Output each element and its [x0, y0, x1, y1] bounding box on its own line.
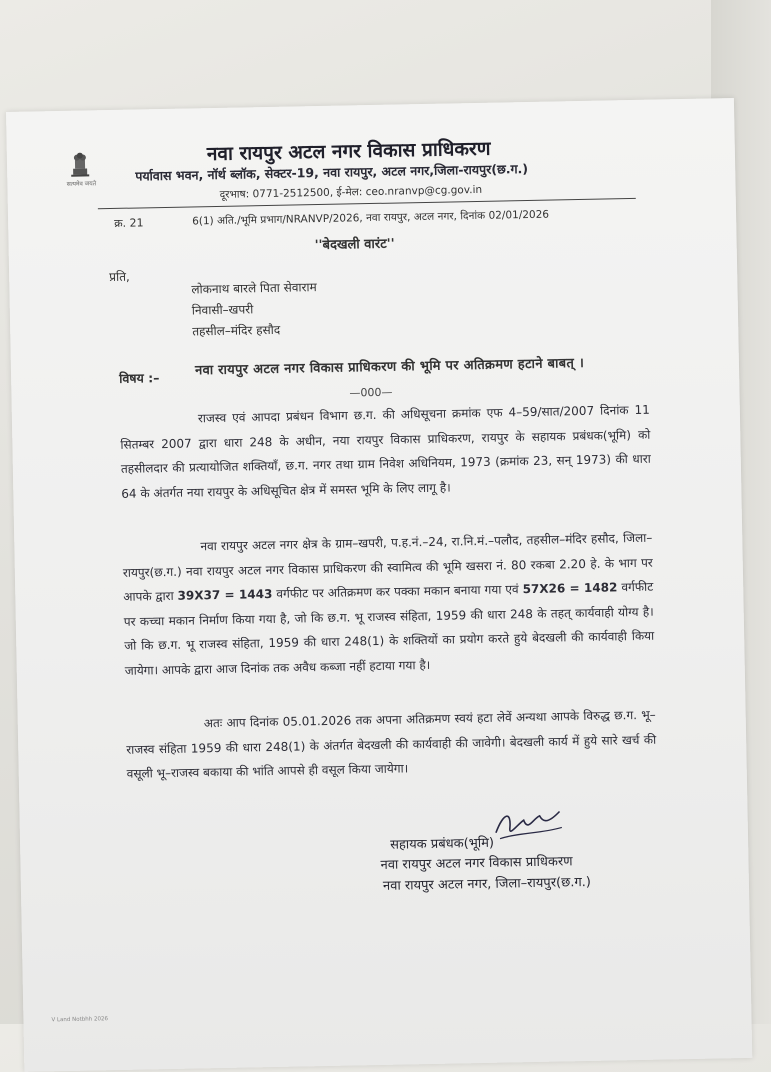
- org-address: पर्यावास भवन, नॉर्थ ब्लॉक, सेक्टर-19, नवा रायपुर, अटल नगर,जिला-रायपुर(छ.ग.): [135, 160, 529, 184]
- to-label: प्रति,: [109, 269, 130, 285]
- org-name-heading: नवा रायपुर अटल नगर विकास प्राधिकरण: [206, 137, 491, 166]
- para1-text: राजस्व एवं आपदा प्रबंधन विभाग छ.ग. की अधिसूचना क्रमांक एफ 4–59/सात/2007 दिनांक 11 सितम्बर 2007 द्वारा धारा 248 के अधीन, नया रायपुर विकास प्राधिकरण, रायपुर के सहायक प्रबंधक(भूमि) को तहसीलदार की प्रत्यायोजित शक्तियाँ, छ.ग. नगर तथा ग्राम निवेश अधिनियम, 1973 (क्रमांक 23, सन् 1973) की धारा 64 के अंतर्गत नया रायपुर के अधिसूचित क्षेत्र में समस्त भूमि के लिए लागू है।: [120, 402, 651, 501]
- document-title: ''बेदखली वारंट'': [314, 236, 395, 254]
- recipient-name: लोकनाथ बारले पिता सेवाराम: [191, 280, 317, 297]
- subject-text: नवा रायपुर अटल नगर विकास प्राधिकरण की भूमि पर अतिक्रमण हटाने बाबत् ।: [194, 355, 585, 379]
- officer-signature: [489, 801, 570, 847]
- footer-file-mark: V Land Notbhh 2026: [51, 1016, 109, 1024]
- signatory-location: नवा रायपुर अटल नगर, जिला–रायपुर(छ.ग.): [382, 874, 592, 894]
- kachcha-area-value: 57X26 = 1482: [522, 580, 618, 597]
- emblem-caption: सत्यमेव जयते: [66, 180, 97, 188]
- recipient-tehsil: तहसील–मंदिर हसौद: [192, 322, 281, 339]
- reference-line: 6(1) अति./भूमि प्रभाग/NRANVP/2026, नवा रायपुर, अटल नगर, दिनांक 02/01/2026: [192, 208, 550, 228]
- header-divider: [98, 198, 636, 209]
- para2-text-c: वर्गफीट पर कच्चा मकान निर्माण किया गया है, जो कि छ.ग. भू राजस्व संहिता, 1959 की धारा 248 के तहत् कार्यवाही योग्य है। जो कि छ.ग. भू राजस्व संहिता, 1959 की धारा 248(1) के शक्तियों का प्रयोग करते हुये बेदखली की कार्यवाही किया जायेगा। आपके द्वारा आज दिनांक तक अवैध कब्जा नहीं हटाया गया है।: [123, 579, 655, 678]
- pakka-area-value: 39X37 = 1443: [177, 586, 273, 603]
- signatory-designation: सहायक प्रबंधक(भूमि): [390, 835, 495, 853]
- body-paragraph-1: [120, 398, 652, 506]
- recipient-residence: निवासी–खपरी: [191, 302, 254, 318]
- serial-number: क्र. 21: [114, 216, 144, 230]
- section-separator: —000—: [349, 385, 393, 400]
- subject-label: विषय :–: [118, 370, 160, 386]
- org-contact: दूरभाष: 0771-2512500, ई-मेल: ceo.nranvp@cg.gov.in: [219, 183, 483, 201]
- signatory-org: नवा रायपुर अटल नगर विकास प्राधिकरण: [380, 854, 573, 873]
- eviction-warrant-document: [6, 98, 752, 1072]
- body-paragraph-2: [122, 526, 655, 683]
- state-emblem-icon: [67, 152, 93, 178]
- body-paragraph-3: [126, 703, 657, 787]
- para2-text-a: नवा रायपुर अटल नगर क्षेत्र के ग्राम–खपरी, प.ह.नं.–24, रा.नि.मं.–पलौद, तहसील–मंदिर हसौद, जिला–रायपुर(छ.ग.) नवा रायपुर अटल नगर विकास प्राधिकरण की स्वामित्व की भूमि खसरा नं. 80 रकबा 2.20 हे. के भाग पर आपके द्वारा: [122, 530, 653, 604]
- para3-text: अतः आप दिनांक 05.01.2026 तक अपना अतिक्रमण स्वयं हटा लेवें अन्यथा आपके विरुद्ध छ.ग. भू–राजस्व संहिता 1959 की धारा 248(1) के अंतर्गत बेदखली की कार्यवाही की जावेगी। बेदखली कार्य में हुये सारे खर्च की वसूली भू–राजस्व बकाया की भांति आपसे ही वसूल किया जायेगा।: [126, 707, 657, 781]
- para2-text-b: वर्गफीट पर अतिक्रमण कर पक्का मकान बनाया गया एवं: [276, 582, 519, 601]
